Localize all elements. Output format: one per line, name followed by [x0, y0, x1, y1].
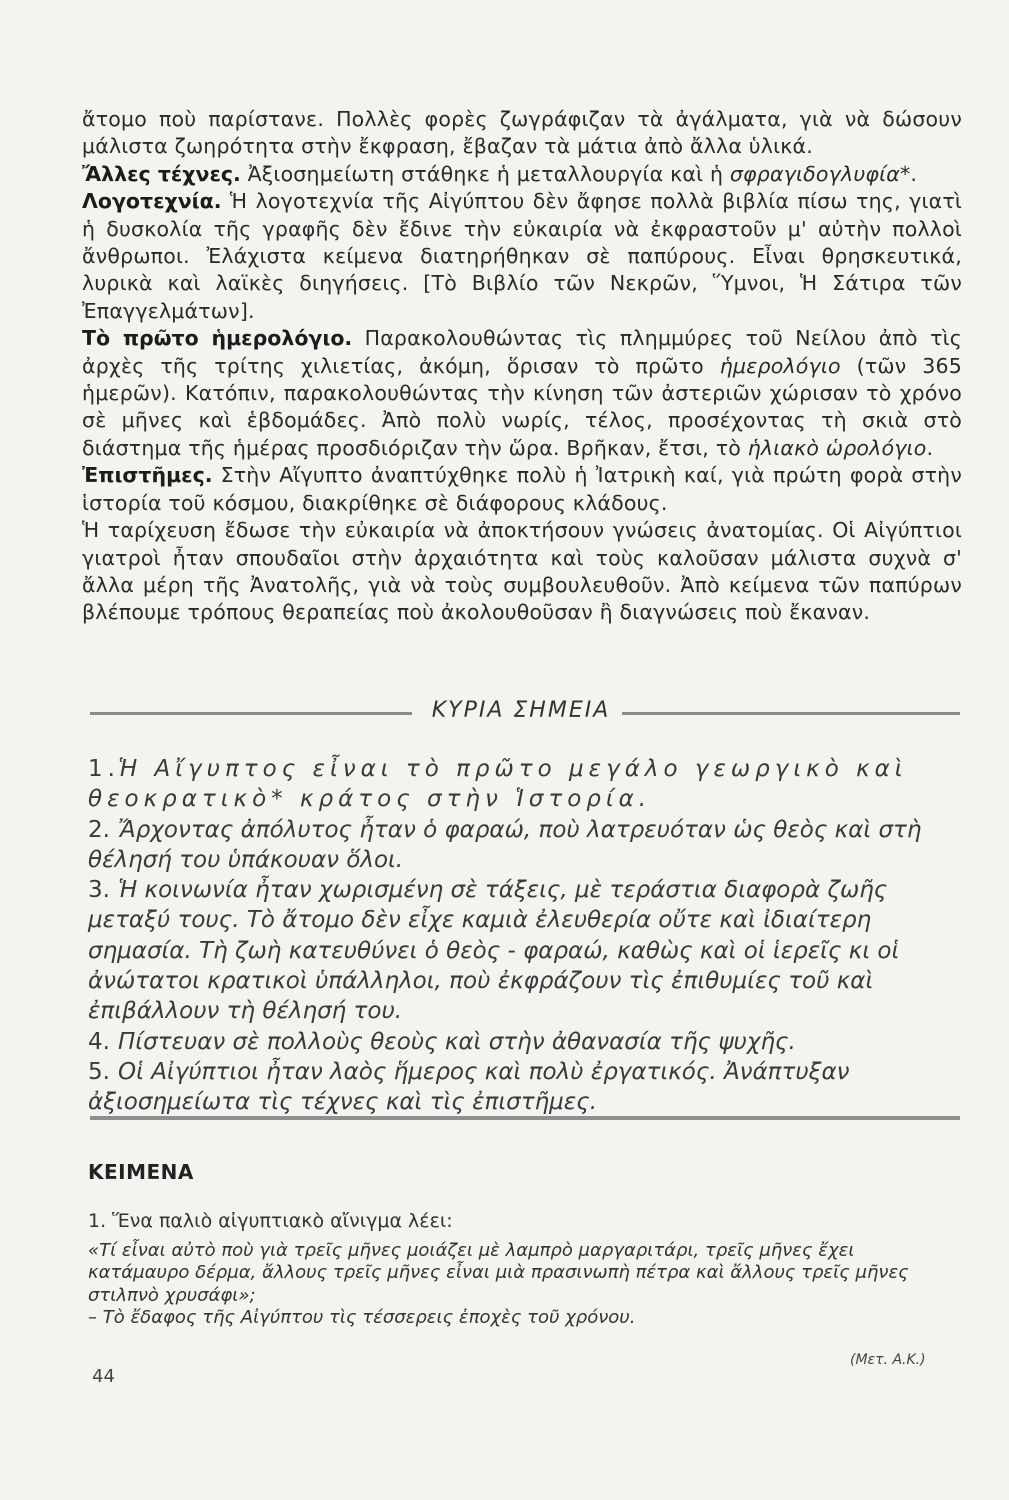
key-point-text: Ἡ κοινωνία ἦταν χωρισμένη σὲ τάξεις, μὲ τεράστια διαφορὰ ζωῆς μεταξύ τους. Τὸ ἄτομο δὲν εἶχε καμιὰ ἐλευθερία οὔτε καὶ ἰδιαίτερη σημασία. Τὴ ζωὴ κατευθύνει ὁ θεὸς - φαραώ, καθὼς καὶ οἱ ἱερεῖς κι οἱ ἀνώτατοι κρατικοὶ ὑπάλληλοι, ποὺ ἐκφράζουν τὶς ἐπιθυμίες τοῦ καὶ ἐπιβάλλουν τὴ θέλησή του.	[88, 877, 900, 1025]
key-point-item	[88, 815, 960, 876]
key-point-item	[88, 1027, 960, 1057]
literature-text: Ἡ λογοτεχνία τῆς Αἰγύπτου δὲν ἄφησε πολλὰ βιβλία πίσω της, γιατὶ ἡ δυσκολία τῆς γραφῆς δὲν ἔδινε τὴν εὐκαιρία νὰ ἐκφραστοῦν μ' αὐτὴν πολλοὶ ἄνθρωποι. Ἐλάχιστα κείμενα διατηρήθηκαν σὲ παπύρους. Εἶναι θρησκευτικά, λυρικὰ καὶ λαϊκὲς διηγήσεις. [Τὸ Βιβλίο τῶν Νεκρῶν, Ὕμνοι, Ἡ Σάτιρα τῶν Ἐπαγγελμάτων].	[82, 189, 962, 323]
key-points-title: ΚΥΡΙΑ ΣΗΜΕΙΑ	[431, 698, 611, 723]
paragraph-calendar	[82, 325, 962, 462]
key-points-list	[88, 754, 960, 1118]
calendar-text-2: (τῶν 365 ἡμερῶν). Κατόπιν, παρακολουθώντας τὴν κίνηση τῶν ἀστεριῶν χώρισαν τὸ χρόνο σὲ μῆνες καὶ ἑβδομάδες. Ἀπὸ πολὺ νωρίς, τέλος, προσέχοντας τὴ σκιὰ στὸ διάστημα τῆς ἡμέρας προσδιόριζαν τὴν ὥρα. Βρῆκαν, ἔτσι, τὸ	[82, 353, 962, 460]
key-points-header	[90, 698, 960, 738]
key-point-number: 5.	[88, 1058, 110, 1085]
paragraph-other-arts	[82, 161, 962, 188]
main-text	[82, 106, 962, 627]
heading-other-arts: Ἄλλες τέχνες.	[82, 161, 241, 186]
sciences-text: Στὴν Αἴγυπτο ἀναπτύχθηκε πολὺ ἡ Ἰατρικὴ καί, γιὰ πρώτη φορὰ στὴν ἱστορία τοῦ κόσμου, διακρίθηκε σὲ διάφορους κλάδους.	[82, 463, 962, 515]
riddle-intro: 1. Ἕνα παλιὸ αἰγυπτιακὸ αἴνιγμα λέει:	[88, 1210, 453, 1232]
riddle-quote	[88, 1240, 960, 1330]
key-point-number: 1.	[88, 756, 120, 782]
translator-credit: (Μετ. Α.Κ.)	[850, 1352, 926, 1368]
divider-right	[622, 712, 960, 715]
key-point-text: Ἄρχοντας ἀπόλυτος ἦταν ὁ φαραώ, ποὺ λατρευόταν ὡς θεὸς καὶ στὴ θέλησή του ὑπάκουαν ὅλοι.	[88, 816, 922, 873]
riddle-answer: – Τὸ ἔδαφος τῆς Αἰγύπτου τὶς τέσσερεις ἐποχὲς τοῦ χρόνου.	[88, 1307, 636, 1329]
key-point-text: Ἡ Αἴγυπτος εἶναι τὸ πρῶτο μεγάλο γεωργικὸ καὶ θεοκρατικὸ* κράτος στὴν Ἱστορία.	[88, 756, 908, 813]
calendar-text-1: Παρακολουθώντας τὶς πλημμύρες τοῦ Νείλου ἀπὸ τὶς ἀρχὲς τῆς τρίτης χιλιετίας, ἀκόμη, ὅρισαν τὸ πρῶτο	[82, 326, 962, 378]
heading-calendar: Τὸ πρῶτο ἡμερολόγιο.	[82, 326, 353, 351]
other-arts-text: Ἀξιοσημείωτη στάθηκε ἡ μεταλλουργία καὶ ἡ	[240, 161, 730, 186]
page-number: 44	[92, 1366, 115, 1387]
paragraph-literature	[82, 188, 962, 325]
divider-left	[90, 712, 412, 715]
key-point-item	[88, 754, 960, 815]
key-point-text: Πίστευαν σὲ πολλοὺς θεοὺς καὶ στὴν ἀθανασία τῆς ψυχῆς.	[118, 1028, 796, 1055]
calendar-end: .	[926, 435, 934, 460]
paragraph-embalming: Ἡ ταρίχευση ἔδωσε τὴν εὐκαιρία νὰ ἀποκτήσουν γνώσεις ἀνατομίας. Οἱ Αἰγύπτιοι γιατροὶ ἦταν σπουδαῖοι στὴν ἀρχαιότητα καὶ τοὺς καλοῦσαν μάλιστα συχνὰ σ' ἄλλα μέρη τῆς Ἀνατολῆς, γιὰ νὰ τοὺς συμβουλευθοῦν. Ἀπὸ κείμενα τῶν παπύρων βλέπουμε τρόπους θεραπείας ποὺ ἀκολουθοῦσαν ἢ διαγνώσεις ποὺ ἔκαναν.	[82, 518, 962, 625]
term-sealcutting: σφραγιδογλυφία*	[729, 161, 911, 186]
heading-sciences: Ἐπιστῆμες.	[82, 463, 213, 488]
riddle-question: «Τί εἶναι αὐτὸ ποὺ γιὰ τρεῖς μῆνες μοιάζει μὲ λαμπρὸ μαργαριτάρι, τρεῖς μῆνες ἔχει κατάμαυρο δέρμα, ἄλλους τρεῖς μῆνες εἶναι μιὰ πρασινωπὴ πέτρα καὶ ἄλλους τρεῖς μῆνες στιλπνὸ χρυσάφι»;	[88, 1240, 909, 1306]
key-point-item	[88, 1057, 960, 1118]
paragraph-sculpture: ἄτομο ποὺ παρίστανε. Πολλὲς φορὲς ζωγράφιζαν τὰ ἀγάλματα, γιὰ νὰ δώσουν μάλιστα ζωηρότητα στὴν ἔκφραση, ἔβαζαν τὰ μάτια ἀπὸ ἄλλα ὑλικά.	[82, 107, 962, 159]
heading-literature: Λογοτεχνία.	[82, 189, 222, 214]
divider-bottom	[90, 1116, 960, 1120]
texts-heading: ΚΕΙΜΕΝΑ	[88, 1160, 194, 1184]
key-point-text: Οἱ Αἰγύπτιοι ἦταν λαὸς ἥμερος καὶ πολὺ ἐργατικός. Ἀνάπτυξαν ἀξιοσημείωτα τὶς τέχνες καὶ τὶς ἐπιστῆμες.	[88, 1058, 850, 1116]
other-arts-end: .	[910, 161, 918, 186]
term-sundial: ἡλιακὸ ὡρολόγιο	[747, 435, 927, 460]
key-point-number: 4.	[88, 1028, 110, 1055]
paragraph-sciences	[82, 462, 962, 517]
term-calendar: ἡμερολόγιο	[719, 353, 841, 378]
key-point-number: 2.	[88, 816, 110, 843]
key-point-number: 3.	[88, 877, 110, 904]
key-point-item	[88, 875, 960, 1026]
